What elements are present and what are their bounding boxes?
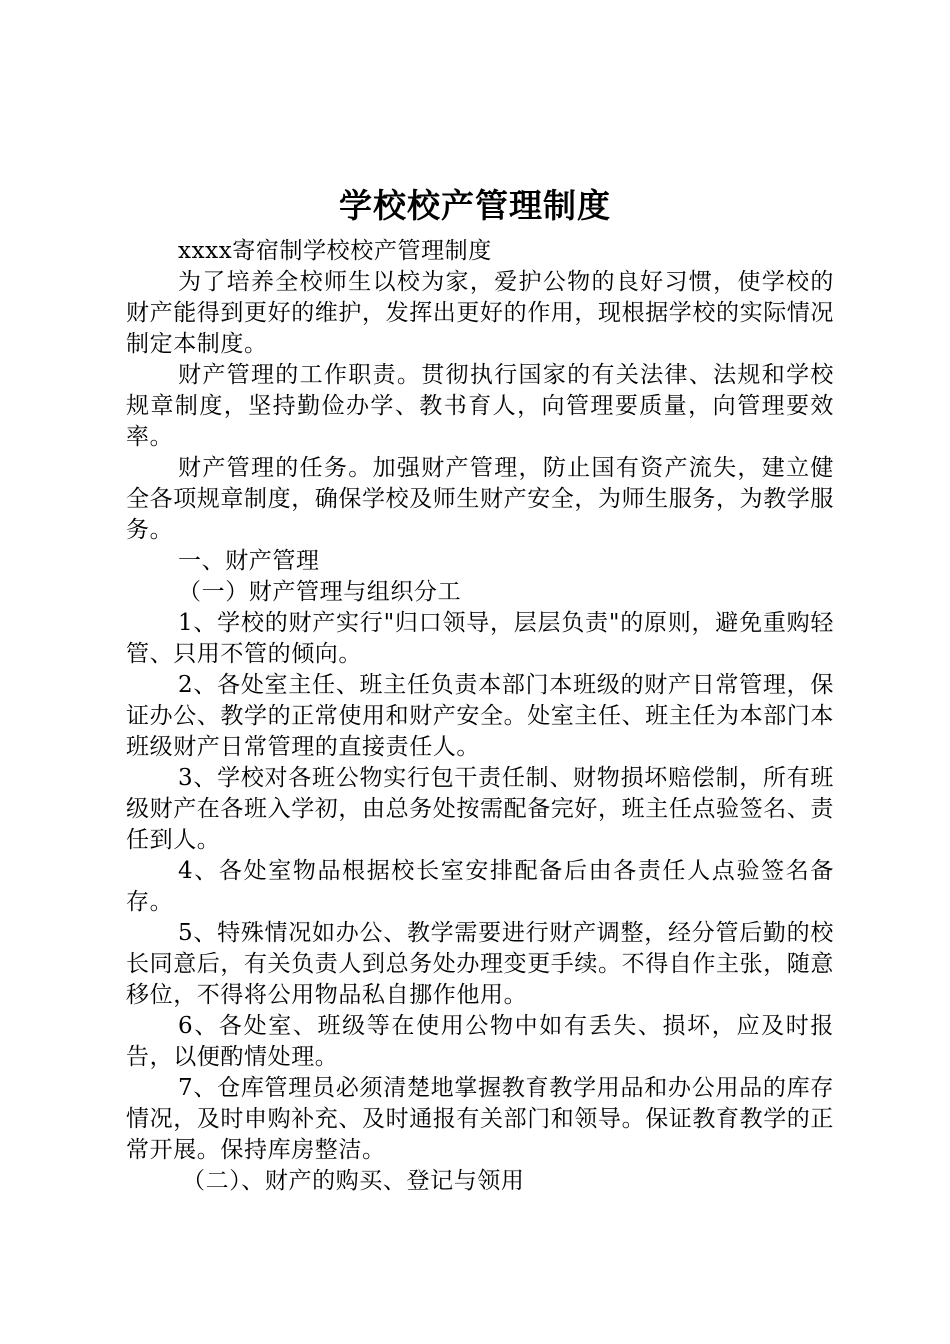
paragraph-duties: 财产管理的工作职责。贯彻执行国家的有关法律、法规和学校规章制度，坚持勤俭办学、教书育人，向管理要质量，向管理要效率。: [126, 362, 834, 450]
subsection-heading: （一）财产管理与组织分工: [178, 579, 462, 605]
paragraph-subtitle: xxxx寄宿制学校校产管理制度: [178, 238, 492, 264]
paragraph-item-1: 1、学校的财产实行"归口领导，层层负责"的原则，避免重购轻管、只用不管的倾向。: [126, 610, 834, 667]
paragraph-item-2: 2、各处室主任、班主任负责本部门本班级的财产日常管理，保证办公、教学的正常使用和财产安全。处室主任、班主任为本部门本班级财产日常管理的直接责任人。: [126, 672, 834, 760]
paragraph-tasks: 财产管理的任务。加强财产管理，防止国有资产流失，建立健全各项规章制度，确保学校及师生财产安全，为师生服务，为教学服务。: [126, 455, 834, 543]
paragraph-item-3: 3、学校对各班公物实行包干责任制、财物损坏赔偿制，所有班级财产在各班入学初，由总务处按需配备完好，班主任点验签名、责任到人。: [126, 765, 834, 853]
document-title: 学校校产管理制度: [339, 186, 611, 225]
paragraph-item-5: 5、特殊情况如办公、教学需要进行财产调整，经分管后勤的校长同意后，有关负责人到总务处办理变更手续。不得自作主张，随意移位，不得将公用物品私自挪作他用。: [126, 920, 834, 1008]
paragraph-intro: 为了培养全校师生以校为家，爱护公物的良好习惯，使学校的财产能得到更好的维护，发挥出更好的作用，现根据学校的实际情况制定本制度。: [126, 269, 834, 357]
paragraph-item-6: 6、各处室、班级等在使用公物中如有丢失、损坏，应及时报告，以便酌情处理。: [126, 1013, 834, 1070]
paragraph-item-4: 4、各处室物品根据校长室安排配备后由各责任人点验签名备存。: [126, 858, 834, 915]
document-body: [126, 236, 834, 1197]
section-heading: 一、财产管理: [178, 548, 320, 574]
paragraph-item-7: 7、仓库管理员必须清楚地掌握教育教学用品和办公用品的库存情况，及时申购补充、及时通报有关部门和领导。保证教育教学的正常开展。保持库房整洁。: [126, 1075, 834, 1163]
subsection-heading-2: （二）、财产的购买、登记与领用: [182, 1168, 525, 1194]
